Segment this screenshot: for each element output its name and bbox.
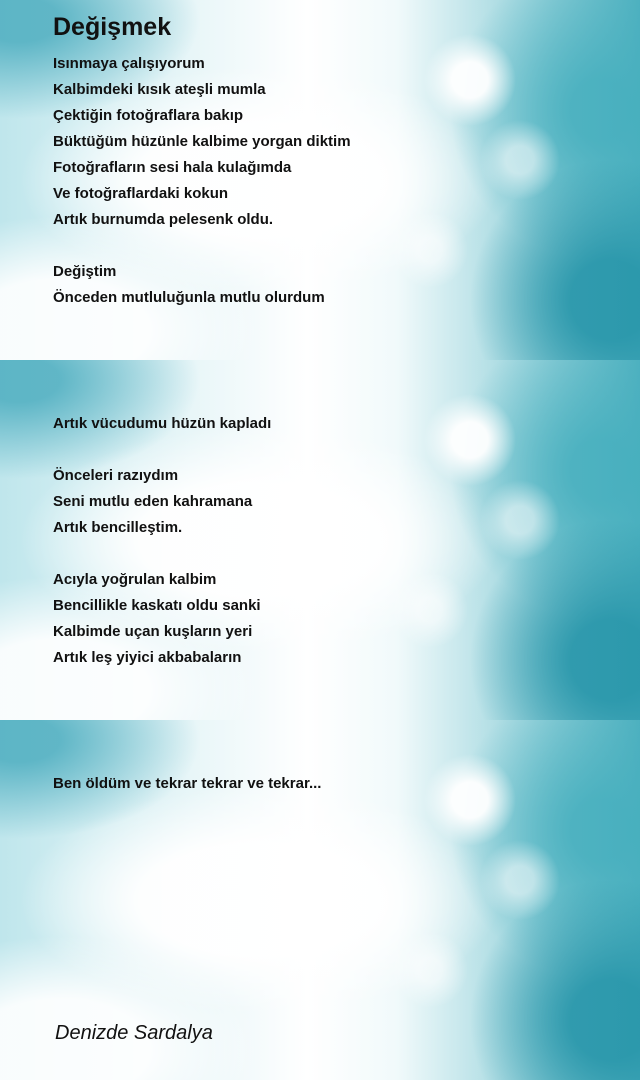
poem-line: Önceden mutluluğunla mutlu olurdum — [53, 289, 325, 306]
poem-line: Önceleri razıydım — [53, 467, 179, 484]
poem-line: Artık burnumda pelesenk oldu. — [53, 211, 274, 228]
poem-line: Fotoğrafların sesi hala kulağımda — [53, 159, 292, 176]
poem-line: Çektiğin fotoğraflara bakıp — [53, 107, 244, 124]
poem-line: Kalbimde uçan kuşların yeri — [53, 623, 253, 640]
stanza — [53, 411, 271, 437]
poem-line: Artık vücudumu hüzün kapladı — [53, 415, 272, 432]
poem-line: Bencillikle kaskatı oldu sanki — [53, 597, 261, 614]
poem-line: Seni mutlu eden kahramana — [53, 493, 253, 510]
poem-panel-1 — [0, 0, 640, 360]
poem-line: Artık leş yiyici akbabaların — [53, 649, 242, 666]
stanza — [53, 567, 261, 671]
poem-line: Büktüğüm hüzünle kalbime yorgan diktim — [53, 133, 351, 150]
stanza — [53, 771, 321, 797]
poem-panel-3 — [0, 720, 640, 1080]
author-signature: Denizde Sardalya — [55, 1022, 213, 1044]
poem-line: Değiştim — [53, 263, 117, 280]
poem-line: Artık bencilleştim. — [53, 519, 183, 536]
poem-line: Isınmaya çalışıyorum — [53, 55, 205, 72]
stanza — [53, 51, 351, 233]
stanza — [53, 463, 252, 541]
poem-title: Değişmek — [53, 13, 172, 41]
poem-line: Ve fotoğraflardaki kokun — [53, 185, 229, 202]
poem-panel-2 — [0, 360, 640, 720]
poem-line: Kalbimdeki kısık ateşli mumla — [53, 81, 266, 98]
poem-line: Ben öldüm ve tekrar tekrar ve tekrar... — [53, 775, 322, 792]
stanza — [53, 259, 325, 311]
poem-line: Acıyla yoğrulan kalbim — [53, 571, 217, 588]
